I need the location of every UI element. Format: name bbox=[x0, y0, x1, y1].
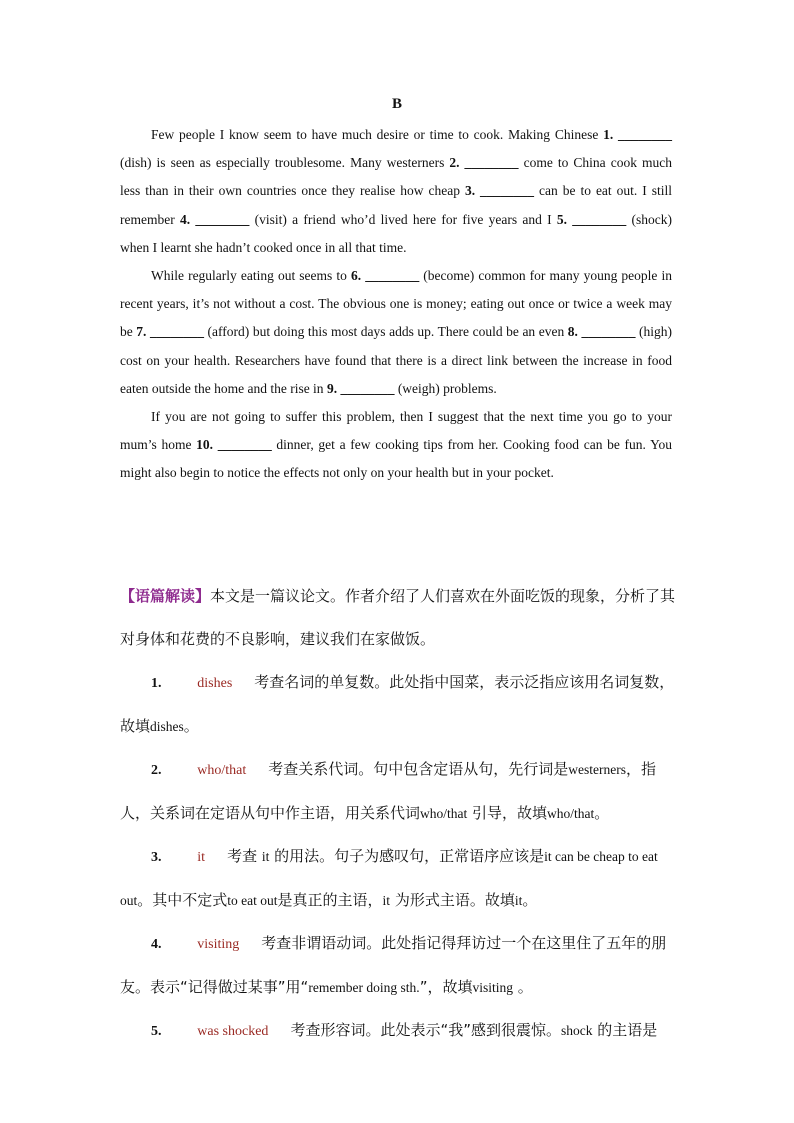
passage-text: (dish) is seen as especially troublesome. Many westerners bbox=[120, 155, 450, 171]
passage-text: Few people I know seem to have much desire or time to cook. Making Chinese bbox=[151, 127, 604, 142]
passage-text: come to China cook much less than in their own countries once they realise how cheap bbox=[120, 155, 672, 199]
analysis-tag: 【语篇解读】 bbox=[120, 587, 211, 605]
blank-6: 6. ________ bbox=[350, 268, 420, 284]
passage bbox=[120, 121, 672, 488]
passage-text: dinner, get a few cooking tips from her. Cooking food can be fun. You might also begin to notice the effects not only on your health but in your pocket. bbox=[120, 437, 673, 481]
passage-text: can be to eat out. I still remember bbox=[120, 183, 672, 227]
passage-text: (visit) a friend who’d lived here for five years and I bbox=[249, 211, 557, 227]
explanation-text: dishes bbox=[150, 719, 184, 734]
passage-text: (weigh) problems. bbox=[394, 380, 497, 396]
answer-item-2 bbox=[120, 748, 680, 835]
passage-text: (become) common for many young people in recent years, it’s not without a cost. The obvious one is money; eating out once or twice a week may be bbox=[120, 268, 673, 340]
blank-1: 1. ________ bbox=[603, 127, 673, 142]
answer-item-5 bbox=[120, 1009, 680, 1053]
explanation-text: visiting bbox=[472, 980, 513, 995]
explanation-text: 的主语是 bbox=[592, 1021, 658, 1039]
answer-text: dishes bbox=[197, 676, 233, 691]
explanation-text: ，指人，关系词在定语从句中作主语，用关系代词 bbox=[120, 760, 657, 822]
blank-2: 2. ________ bbox=[449, 155, 519, 171]
explanation-text: 考查非谓语动词。此处指记得拜访过一个在这里住了五年的朋友。表示“记得做过某事”用“ bbox=[120, 934, 667, 996]
explanation-text: it bbox=[382, 893, 391, 908]
passage-text: (afford) but doing this most days adds up. There could be an even bbox=[203, 324, 568, 340]
explanation-text: 为形式主语。故填 bbox=[390, 891, 515, 909]
blank-9: 9. ________ bbox=[326, 380, 395, 396]
blank-5: 5. ________ bbox=[556, 211, 627, 227]
explanation-text: 是真正的主语， bbox=[277, 891, 383, 909]
explanation-text: shock bbox=[560, 1023, 593, 1038]
item-number: 3. bbox=[151, 850, 162, 865]
explanation-text: 引导，故填 bbox=[467, 804, 548, 822]
analysis-intro-text: 本文是一篇议论文。作者介绍了人们喜欢在外面吃饭的现象，分析了其对身体和花费的不良影响，建议我们在家做饭。 bbox=[120, 587, 676, 648]
item-number: 2. bbox=[151, 763, 162, 778]
explanation-text: who/that bbox=[547, 806, 595, 821]
blank-4: 4. ________ bbox=[179, 211, 250, 227]
explanation-text: 。 bbox=[512, 978, 533, 996]
explanation-text: 考查名词的单复数。此处指中国菜，表示泛指应该用名词复数，故填 bbox=[120, 673, 675, 735]
explanation-text: ”，故填 bbox=[419, 978, 473, 996]
explanation-text: 考查 bbox=[227, 847, 262, 865]
item-number: 1. bbox=[151, 676, 162, 691]
explanation-text: remember doing sth. bbox=[308, 980, 420, 995]
passage-paragraph-2 bbox=[120, 262, 672, 403]
passage-paragraph-3 bbox=[120, 403, 672, 488]
answer-item-4 bbox=[120, 922, 680, 1009]
explanation-text: to eat out bbox=[227, 893, 278, 908]
answer-text: was shocked bbox=[197, 1024, 269, 1039]
passage-paragraph-1 bbox=[120, 121, 672, 262]
analysis-section bbox=[120, 575, 680, 1053]
analysis-intro bbox=[120, 575, 680, 661]
blank-10: 10. ________ bbox=[196, 437, 272, 453]
blank-8: 8. ________ bbox=[567, 324, 636, 340]
explanation-text: 。 bbox=[183, 717, 199, 735]
answer-item-3 bbox=[120, 835, 680, 922]
blank-7: 7. ________ bbox=[136, 324, 204, 340]
answer-text: it bbox=[197, 850, 206, 865]
explanation-text: 的用法。句子为感叹句，正常语序应该是 bbox=[269, 847, 545, 865]
section-title: B bbox=[391, 96, 402, 112]
passage-text: (high) cost on your health. Researchers have found that there is a direct link between the increase in food eaten outside the home and the rise in bbox=[120, 324, 673, 396]
explanation-text: 考查形容词。此处表示“我”感到很震惊。 bbox=[290, 1021, 561, 1039]
answer-text: visiting bbox=[197, 937, 240, 952]
explanation-text: it can be cheap to eat out bbox=[120, 849, 658, 908]
answer-item-1 bbox=[120, 661, 680, 748]
explanation-text: 考查关系代词。句中包含定语从句，先行词是 bbox=[268, 760, 569, 778]
explanation-text: who/that bbox=[420, 806, 468, 821]
answer-text: who/that bbox=[197, 763, 247, 778]
explanation-text: 。其中不定式 bbox=[137, 891, 228, 909]
explanation-text: 。 bbox=[594, 804, 610, 822]
explanation-text: it bbox=[261, 849, 270, 864]
passage-text: If you are not going to suffer this problem, then I suggest that the next time you go to your mum’s home bbox=[120, 409, 672, 453]
passage-text: While regularly eating out seems to bbox=[151, 268, 351, 284]
explanation-text: it bbox=[514, 893, 523, 908]
item-number: 4. bbox=[151, 937, 162, 952]
passage-text: (shock) when I learnt she hadn’t cooked once in all that time. bbox=[120, 211, 673, 255]
explanation-text: 。 bbox=[522, 891, 538, 909]
item-number: 5. bbox=[151, 1024, 162, 1039]
explanation-text: westerners bbox=[568, 762, 627, 777]
blank-3: 3. ________ bbox=[464, 183, 535, 199]
